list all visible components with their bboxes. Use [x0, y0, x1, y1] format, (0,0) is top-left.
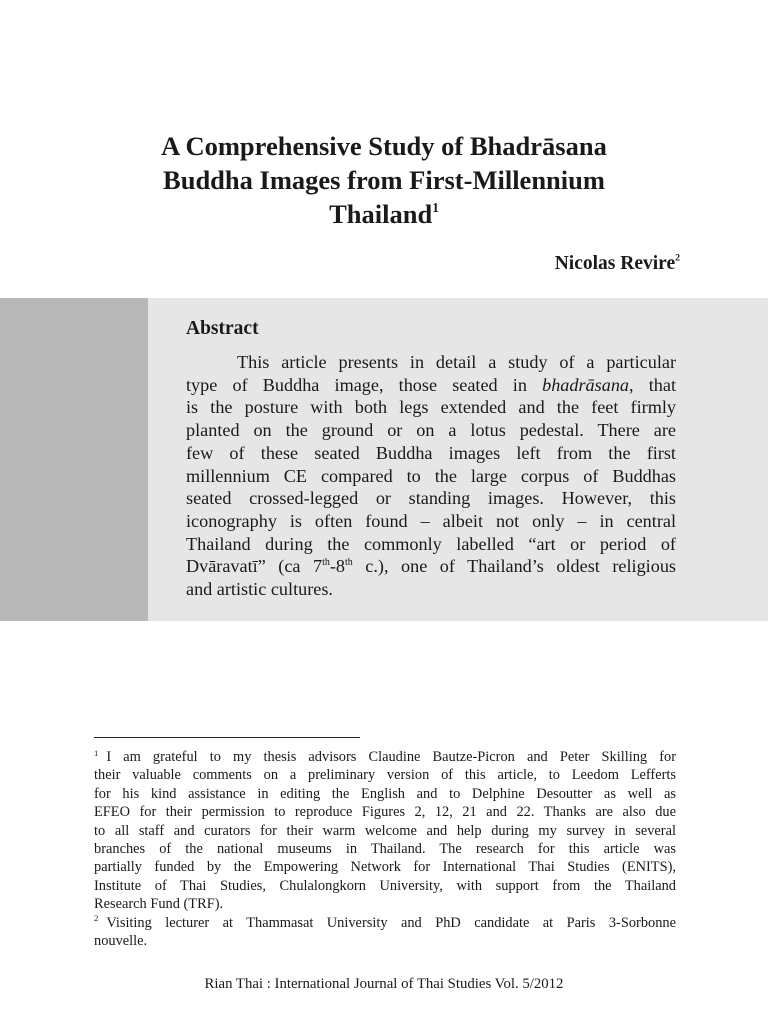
footnote-1-line: Institute of Thai Studies, Chulalongkorn University, with support from the Thailand	[94, 877, 676, 894]
footnote-1-line	[94, 748, 676, 766]
footnote-1-line: for his kind assistance in editing the English and to Delphine Desoutter as well as	[94, 785, 676, 802]
abstract-text: , that	[629, 374, 676, 395]
footnote-1-line: to all staff and curators for their warm welcome and help during my survey in several	[94, 822, 676, 839]
abstract-line: iconography is often found – albeit not only – in central	[186, 510, 676, 531]
abstract-line: This article presents in detail a study of a particular	[237, 352, 676, 372]
abstract-text: type of Buddha image, those seated in	[186, 374, 543, 395]
abstract-line: is the posture with both legs extended and the feet firmly	[186, 397, 676, 418]
footnote-1-line: their valuable comments on a preliminary version of this article, to Leedom Lefferts	[94, 767, 676, 784]
footnote-text: Visiting lecturer at Thammasat University and PhD candidate at Paris 3-Sorbonne	[106, 914, 676, 931]
footnote-1-line: EFEO for their permission to reproduce Figures 2, 12, 21 and 22. Thanks are also due	[94, 804, 676, 821]
footnote-ref-2[interactable]: 2	[675, 252, 680, 264]
journal-running-footer: Rian Thai : International Journal of Thai Studies Vol. 5/2012	[204, 976, 564, 992]
abstract-body	[186, 351, 676, 601]
title-line: Buddha Images from First-Millennium	[163, 165, 605, 195]
abstract-sidebar-bar	[0, 298, 148, 621]
abstract-line: millennium CE compared to the large corpus of Buddhas	[186, 465, 676, 486]
abstract-line: planted on the ground or on a lotus pedestal. There are	[186, 420, 676, 441]
abstract-line	[186, 374, 676, 397]
abstract-term-italic: bhadrāsana	[542, 374, 630, 395]
abstract-line: Thailand during the commonly labelled “art or period of	[186, 533, 676, 554]
title-line: A Comprehensive Study of Bhadrāsana	[161, 131, 607, 161]
author-name-text: Nicolas Revire	[554, 253, 676, 274]
abstract-line: and artistic cultures.	[186, 579, 333, 600]
author-name	[555, 252, 680, 276]
abstract-heading: Abstract	[186, 318, 259, 339]
footnote-ref-1[interactable]: 1	[432, 199, 439, 215]
footnotes	[94, 748, 676, 950]
footnote-1-line: Research Fund (TRF).	[94, 896, 224, 913]
title-line	[84, 197, 684, 231]
abstract-line: seated crossed-legged or standing images. However, this	[186, 488, 676, 509]
title-line-text: Thailand	[329, 199, 433, 229]
footnote-mark-2: 2	[94, 913, 99, 924]
article-title	[84, 129, 684, 231]
footnote-text: I am grateful to my thesis advisors Claudine Bautze-Picron and Peter Skilling for	[106, 749, 676, 765]
abstract-text: -8	[329, 556, 346, 577]
abstract-line: few of these seated Buddha images left from the first	[186, 442, 676, 463]
abstract-text: Dvāravatī” (ca 7	[186, 556, 323, 577]
footnote-1-line: branches of the national museums in Thailand. The research for this article was	[94, 841, 676, 858]
ordinal-superscript: th	[345, 557, 353, 569]
footnote-separator	[94, 737, 360, 738]
ordinal-superscript: th	[322, 557, 330, 569]
abstract-line	[186, 555, 676, 578]
abstract-text: c.), one of Thailand’s oldest religious	[352, 556, 676, 577]
footnote-1-line: partially funded by the Empowering Network for International Thai Studies (ENITS),	[94, 859, 676, 876]
footnote-mark-1: 1	[94, 747, 99, 758]
footnote-2-line	[94, 914, 676, 932]
footnote-2-line: nouvelle.	[94, 933, 148, 950]
